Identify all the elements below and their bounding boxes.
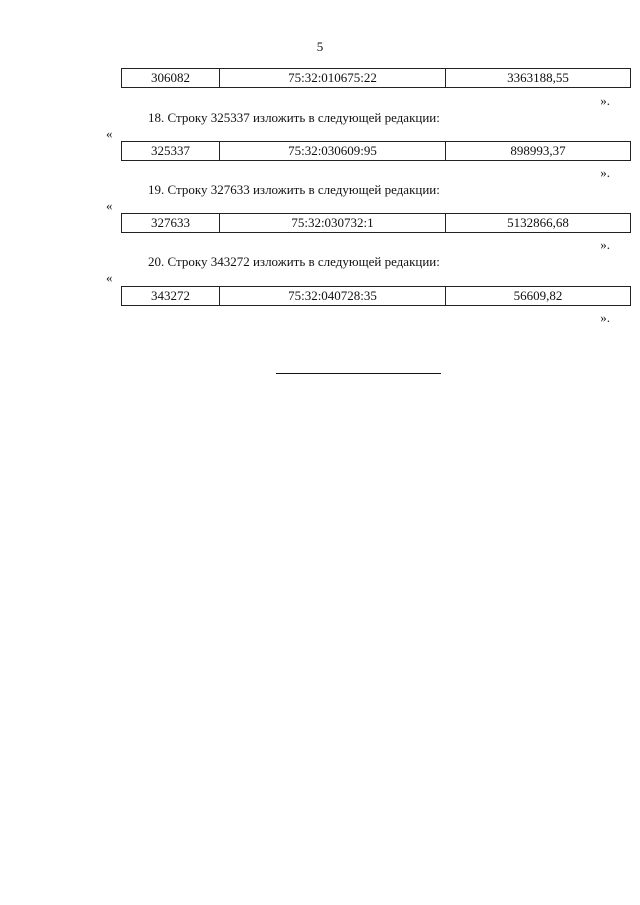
closing-quote: ».	[600, 93, 610, 108]
row-id-cell: 327633	[122, 214, 220, 233]
cadastral-number-cell: 75:32:040728:35	[220, 287, 446, 306]
value-cell: 56609,82	[446, 287, 631, 306]
table-row	[121, 213, 631, 233]
closing-quote: ».	[600, 165, 610, 180]
row-id-cell: 343272	[122, 287, 220, 306]
row-id-cell: 325337	[122, 142, 220, 161]
amendment-instruction-20: 20. Строку 343272 изложить в следующей редакции:	[148, 254, 440, 269]
table-row	[121, 68, 631, 88]
value-cell: 898993,37	[446, 142, 631, 161]
cadastral-number-cell: 75:32:030732:1	[220, 214, 446, 233]
closing-quote: ».	[600, 310, 610, 325]
opening-quote: «	[106, 198, 113, 213]
amendment-instruction-19: 19. Строку 327633 изложить в следующей редакции:	[148, 182, 440, 197]
closing-quote: ».	[600, 237, 610, 252]
cadastral-number-cell: 75:32:030609:95	[220, 142, 446, 161]
value-cell: 3363188,55	[446, 69, 631, 88]
row-id-cell: 306082	[122, 69, 220, 88]
end-of-document-line	[276, 373, 441, 374]
page-number: 5	[316, 39, 324, 54]
opening-quote: «	[106, 126, 113, 141]
amendment-instruction-18: 18. Строку 325337 изложить в следующей редакции:	[148, 110, 440, 125]
table-row	[121, 141, 631, 161]
table-row	[121, 286, 631, 306]
value-cell: 5132866,68	[446, 214, 631, 233]
opening-quote: «	[106, 270, 113, 285]
cadastral-number-cell: 75:32:010675:22	[220, 69, 446, 88]
